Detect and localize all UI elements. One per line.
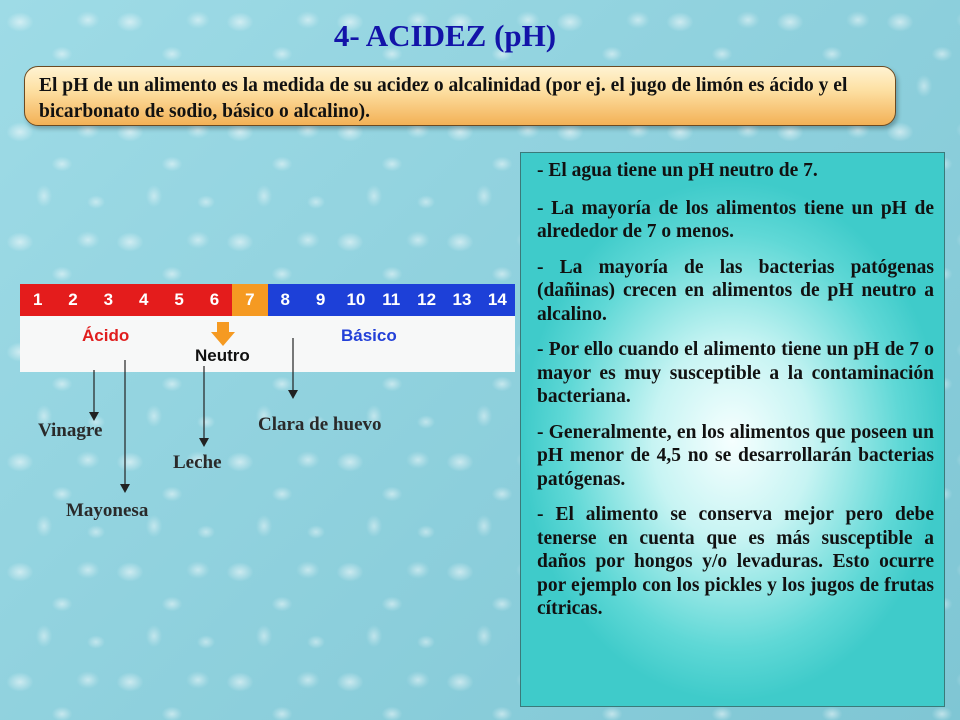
- ph-value-5: 5: [161, 284, 196, 316]
- ph-value-2: 2: [55, 284, 90, 316]
- ph-value-4: 4: [126, 284, 161, 316]
- info-paragraph: - Por ello cuando el alimento tiene un pH de 7 o mayor es muy susceptible a la contaminación bacteriana.: [537, 339, 934, 407]
- page-title: 4- ACIDEZ (pH): [333, 18, 557, 53]
- ph-value-7: 7: [232, 284, 267, 316]
- info-paragraph: - El agua tiene un pH neutro de 7.: [537, 160, 818, 181]
- intro-text-box: El pH de un alimento es la medida de su acidez o alcalinidad (por ej. el jugo de limón es ácido y el bicarbonato de sodio, básico o alcalino).: [24, 66, 896, 126]
- clara-pointer-icon: [287, 338, 299, 400]
- ph-value-8: 8: [280, 290, 290, 309]
- food-label-clara-de-huevo: Clara de huevo: [258, 414, 382, 435]
- mayonesa-pointer-icon: [119, 360, 131, 494]
- info-paragraph: - La mayoría de las bacterias patógenas (dañinas) crecen en alimentos de pH neutro a alcalino.: [537, 256, 934, 325]
- leche-pointer-icon: [198, 366, 210, 448]
- food-label-vinagre: Vinagre: [38, 420, 103, 441]
- ph-value-12: 12: [417, 290, 437, 309]
- ph-value-6: 6: [197, 284, 232, 316]
- ph-value-1: 1: [20, 284, 55, 316]
- info-paragraph: - El alimento se conserva mejor pero debe tenerse en cuenta que es más susceptible a daños por hongos y/o levaduras. Esto ocurre por ejemplo con los pickles y los jugos de frutas cítricas.: [537, 504, 934, 619]
- basic-label: Básico: [341, 326, 397, 345]
- vinagre-pointer-icon: [88, 370, 100, 422]
- ph-value-13: 13: [452, 290, 472, 309]
- ph-value-10: 10: [346, 290, 366, 309]
- ph-value-11: 11: [382, 290, 401, 309]
- ph-value-3: 3: [91, 284, 126, 316]
- food-label-mayonesa: Mayonesa: [66, 500, 149, 521]
- ph-number-row: [20, 284, 515, 316]
- info-paragraph: - La mayoría de los alimentos tiene un pH de alrededor de 7 o menos.: [537, 197, 934, 242]
- info-paragraph: - Generalmente, en los alimentos que poseen un pH menor de 4,5 no se desarrollarán bacterias patógenas.: [537, 421, 934, 490]
- acid-label: Ácido: [82, 326, 130, 345]
- neutral-arrow-icon: [211, 322, 235, 346]
- ph-value-14: 14: [487, 290, 507, 309]
- info-panel: [520, 152, 945, 707]
- ph-value-9: 9: [315, 290, 326, 309]
- ph-scale: [20, 284, 515, 372]
- neutral-label: Neutro: [195, 346, 250, 365]
- food-label-leche: Leche: [173, 452, 222, 473]
